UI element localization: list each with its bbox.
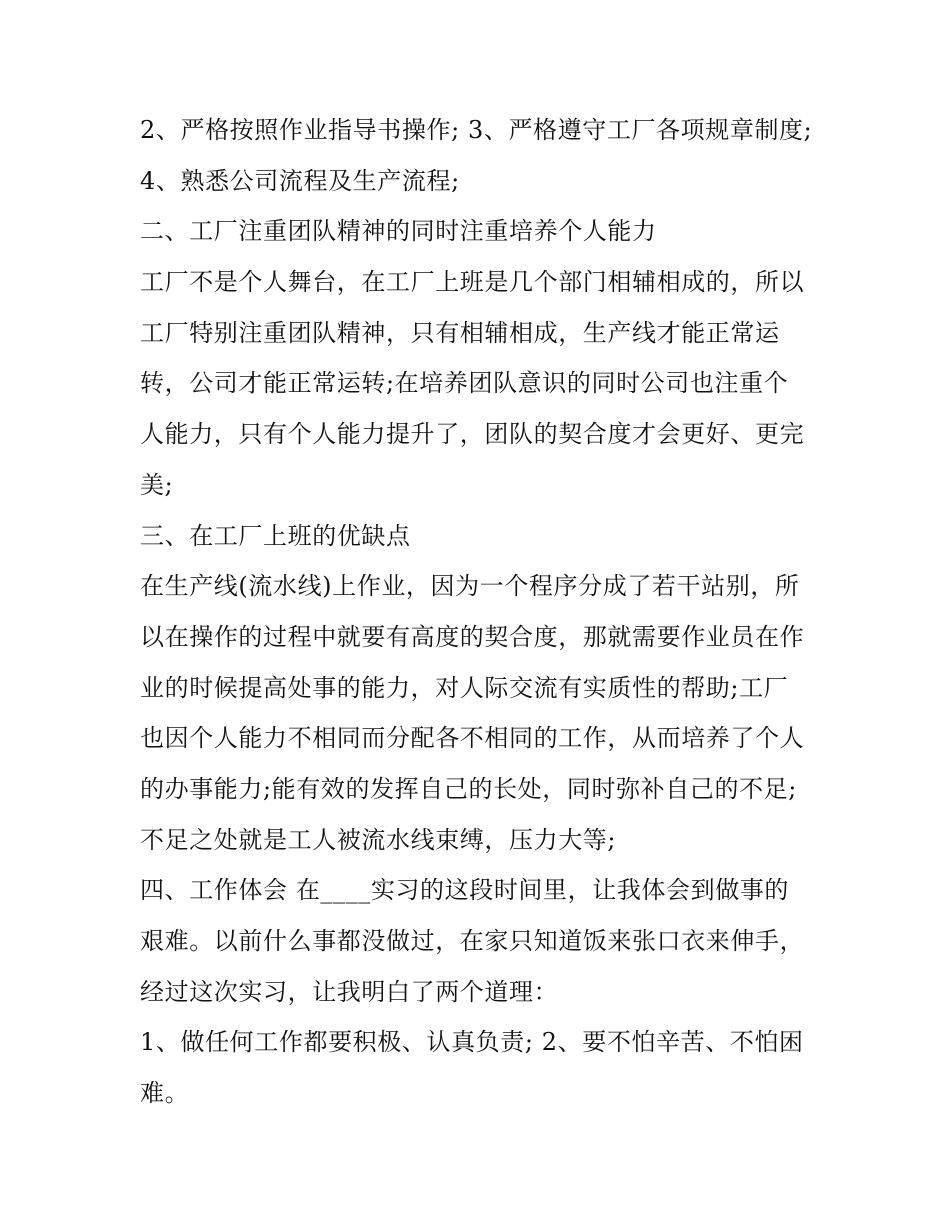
text-line: 业的时候提高处事的能力，对人际交流有实质性的帮助;工厂 [140, 673, 789, 702]
text-line: 4、熟悉公司流程及生产流程; [140, 166, 460, 195]
section-heading: 四、工作体会 在____实习的这段时间里，让我体会到做事的 [140, 876, 790, 905]
text-line: 不足之处就是工人被流水线束缚，压力大等; [140, 825, 617, 854]
document-body [140, 110, 840, 1124]
section-heading: 三、在工厂上班的优缺点 [140, 521, 411, 550]
text-line: 2、严格按照作业指导书操作; 3、严格遵守工厂各项规章制度; [140, 116, 813, 144]
text-line: 转，公司才能正常运转;在培养团队意识的同时公司也注重个 [140, 369, 789, 398]
text-line: 工厂不是个人舞台，在工厂上班是几个部门相辅相成的，所以 [140, 268, 805, 297]
text-line: 工厂特别注重团队精神，只有相辅相成，生产线才能正常运 [140, 318, 780, 347]
text-line: 经过这次实习，让我明白了两个道理： [140, 977, 559, 1006]
text-line: 1、做任何工作都要积极、认真负责; 2、要不怕辛苦、不怕困 [140, 1028, 804, 1057]
text-line: 难。 [140, 1079, 190, 1108]
text-line: 美; [140, 470, 174, 499]
text-line: 人能力，只有个人能力提升了，团队的契合度才会更好、更完 [140, 420, 805, 449]
text-line: 的办事能力;能有效的发挥自己的长处，同时弥补自己的不足; [140, 774, 797, 803]
text-line: 艰难。以前什么事都没做过，在家只知道饭来张口衣来伸手， [140, 927, 805, 955]
section-heading: 二、工厂注重团队精神的同时注重培养个人能力 [140, 217, 657, 246]
text-line: 也因个人能力不相同而分配各不相同的工作，从而培养了个人 [140, 724, 805, 753]
text-line: 以在操作的过程中就要有高度的契合度，那就需要作业员在作 [140, 622, 805, 651]
text-line: 在生产线(流水线)上作业，因为一个程序分成了若干站别，所 [140, 572, 800, 601]
